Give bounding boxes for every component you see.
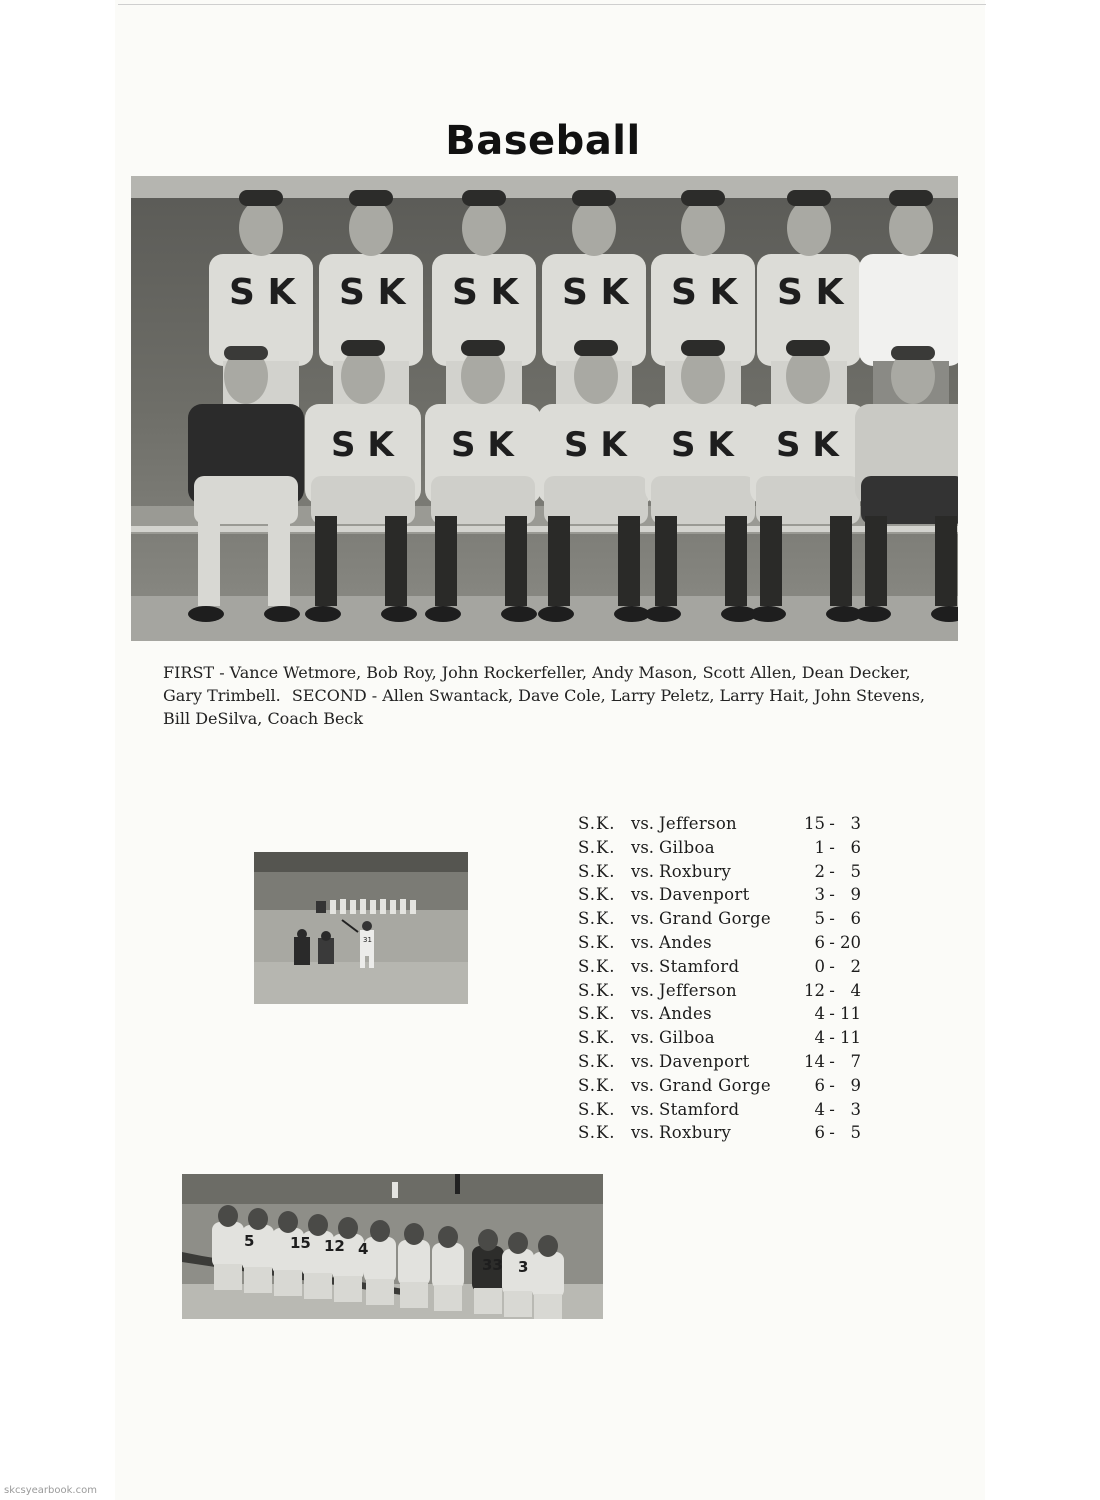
game-team: S.K. xyxy=(578,837,616,857)
jersey-letters: S K xyxy=(229,272,296,313)
game-team: S.K. xyxy=(578,1123,616,1143)
page-title: Baseball xyxy=(445,118,641,164)
game-team: S.K. xyxy=(578,1075,616,1095)
game-vs: vs. xyxy=(631,861,655,881)
jersey-letters: S K xyxy=(777,272,844,313)
score-sk: 0 xyxy=(814,956,825,976)
game-row xyxy=(578,1002,878,1026)
score-dash: - xyxy=(829,814,835,833)
score-dash: - xyxy=(829,1051,835,1071)
game-opponent: Stamford xyxy=(659,956,740,976)
score-sk: 1 xyxy=(814,837,825,857)
game-team: S.K. xyxy=(578,814,616,833)
game-score xyxy=(794,955,866,979)
game-vs: vs. xyxy=(631,814,655,833)
jersey-number: 3 xyxy=(518,1258,529,1276)
jersey-letters: S K xyxy=(671,425,734,465)
game-vs: vs. xyxy=(631,932,655,952)
game-opponent: Roxbury xyxy=(659,861,732,881)
game-vs: vs. xyxy=(631,1099,655,1119)
game-team: S.K. xyxy=(578,980,616,1000)
game-vs: vs. xyxy=(631,885,655,905)
score-dash: - xyxy=(829,861,835,881)
game-vs: vs. xyxy=(631,837,655,857)
jersey-letters: S K xyxy=(671,272,738,313)
game-vs: vs. xyxy=(631,1123,655,1143)
watermark: skcsyearbook.com xyxy=(4,1485,97,1496)
jersey-letters: S K xyxy=(452,272,519,313)
score-opponent: 4 xyxy=(850,980,861,1000)
score-opponent: 20 xyxy=(840,932,861,952)
jersey-number: 33 xyxy=(482,1256,503,1274)
score-dash: - xyxy=(829,1123,835,1143)
score-opponent: 3 xyxy=(850,814,861,833)
game-row xyxy=(578,1074,878,1098)
score-dash: - xyxy=(829,932,835,952)
score-dash: - xyxy=(829,1075,835,1095)
team-photo-image xyxy=(131,176,958,641)
score-opponent: 5 xyxy=(850,861,861,881)
jersey-number: 15 xyxy=(290,1234,311,1252)
score-opponent: 6 xyxy=(850,837,861,857)
game-schedule xyxy=(578,812,878,1145)
game-vs: vs. xyxy=(631,909,655,929)
jersey-letters: S K xyxy=(331,425,394,465)
game-opponent: Gilboa xyxy=(659,1028,715,1048)
game-row xyxy=(578,1098,878,1122)
game-vs: vs. xyxy=(631,1075,655,1095)
game-score xyxy=(794,979,866,1003)
score-sk: 4 xyxy=(814,1028,825,1048)
game-opponent: Grand Gorge xyxy=(659,909,771,929)
game-vs: vs. xyxy=(631,1028,655,1048)
game-score xyxy=(794,1098,866,1122)
team-photo xyxy=(131,176,958,641)
game-vs: vs. xyxy=(631,980,655,1000)
batter-photo-image xyxy=(254,852,468,1004)
dugout-photo-image xyxy=(182,1174,603,1319)
game-team: S.K. xyxy=(578,909,616,929)
game-row xyxy=(578,1121,878,1145)
score-dash: - xyxy=(829,956,835,976)
game-row xyxy=(578,883,878,907)
game-team: S.K. xyxy=(578,932,616,952)
dugout-photo xyxy=(182,1174,603,1319)
score-sk: 5 xyxy=(814,909,825,929)
game-row xyxy=(578,979,878,1003)
game-score xyxy=(794,1050,866,1074)
score-opponent: 2 xyxy=(850,956,861,976)
jersey-letters: S K xyxy=(451,425,514,465)
game-vs: vs. xyxy=(631,1051,655,1071)
game-team: S.K. xyxy=(578,861,616,881)
score-opponent: 9 xyxy=(850,885,861,905)
game-opponent: Jefferson xyxy=(659,814,737,833)
score-sk: 6 xyxy=(814,1075,825,1095)
jersey-letters: S K xyxy=(776,425,839,465)
game-opponent: Grand Gorge xyxy=(659,1075,771,1095)
jersey-number: 4 xyxy=(358,1240,369,1258)
caption-second-row: SECOND - Allen Swantack, Dave Cole, Larry Peletz, Larry Hait, John Stevens, Bill DeSilva, Coach Beck xyxy=(163,686,925,728)
game-score xyxy=(794,860,866,884)
game-score xyxy=(794,1121,866,1145)
score-sk: 3 xyxy=(814,885,825,905)
score-sk: 6 xyxy=(814,932,825,952)
game-row xyxy=(578,860,878,884)
score-opponent: 6 xyxy=(850,909,861,929)
game-row xyxy=(578,955,878,979)
batter-number: 31 xyxy=(363,936,372,944)
score-sk: 12 xyxy=(804,980,825,1000)
game-vs: vs. xyxy=(631,1004,655,1024)
game-score xyxy=(794,931,866,955)
game-opponent: Andes xyxy=(659,1004,712,1024)
score-dash: - xyxy=(829,980,835,1000)
game-vs: vs. xyxy=(631,956,655,976)
score-sk: 6 xyxy=(814,1123,825,1143)
score-opponent: 9 xyxy=(850,1075,861,1095)
game-team: S.K. xyxy=(578,1028,616,1048)
batter-photo xyxy=(254,852,468,1004)
score-sk: 15 xyxy=(804,814,825,833)
score-dash: - xyxy=(829,885,835,905)
game-row xyxy=(578,1050,878,1074)
score-opponent: 3 xyxy=(850,1099,861,1119)
jersey-letters: S K xyxy=(564,425,627,465)
score-opponent: 5 xyxy=(850,1123,861,1143)
game-score xyxy=(794,907,866,931)
game-score xyxy=(794,1074,866,1098)
game-row xyxy=(578,907,878,931)
game-team: S.K. xyxy=(578,885,616,905)
game-score xyxy=(794,1002,866,1026)
score-dash: - xyxy=(829,1028,835,1048)
page-top-edge xyxy=(118,4,986,5)
game-team: S.K. xyxy=(578,1051,616,1071)
game-score xyxy=(794,883,866,907)
jersey-number: 12 xyxy=(324,1237,345,1255)
game-opponent: Stamford xyxy=(659,1099,740,1119)
score-opponent: 11 xyxy=(840,1028,861,1048)
jersey-letters: S K xyxy=(562,272,629,313)
team-caption xyxy=(163,661,953,730)
game-team: S.K. xyxy=(578,1099,616,1119)
score-opponent: 7 xyxy=(850,1051,861,1071)
game-row xyxy=(578,836,878,860)
game-team: S.K. xyxy=(578,1004,616,1024)
score-opponent: 11 xyxy=(840,1004,861,1024)
game-opponent: Gilboa xyxy=(659,837,715,857)
score-sk: 4 xyxy=(814,1004,825,1024)
game-opponent: Davenport xyxy=(659,885,750,905)
game-opponent: Andes xyxy=(659,932,712,952)
game-team: S.K. xyxy=(578,956,616,976)
game-score xyxy=(794,1026,866,1050)
game-row xyxy=(578,812,878,836)
score-dash: - xyxy=(829,1004,835,1024)
caption-first-row: FIRST - Vance Wetmore, Bob Roy, John Rockerfeller, Andy Mason, Scott Allen, Dean Decker, Gary Trimbell. xyxy=(163,663,911,705)
game-score xyxy=(794,812,866,836)
game-opponent: Jefferson xyxy=(659,980,737,1000)
jersey-letters: S K xyxy=(339,272,406,313)
score-dash: - xyxy=(829,837,835,857)
score-dash: - xyxy=(829,1099,835,1119)
jersey-number: 5 xyxy=(244,1232,255,1250)
game-opponent: Davenport xyxy=(659,1051,750,1071)
score-sk: 2 xyxy=(814,861,825,881)
score-sk: 14 xyxy=(804,1051,825,1071)
game-row xyxy=(578,1026,878,1050)
score-sk: 4 xyxy=(814,1099,825,1119)
game-row xyxy=(578,931,878,955)
game-score xyxy=(794,836,866,860)
game-opponent: Roxbury xyxy=(659,1123,732,1143)
score-dash: - xyxy=(829,909,835,929)
